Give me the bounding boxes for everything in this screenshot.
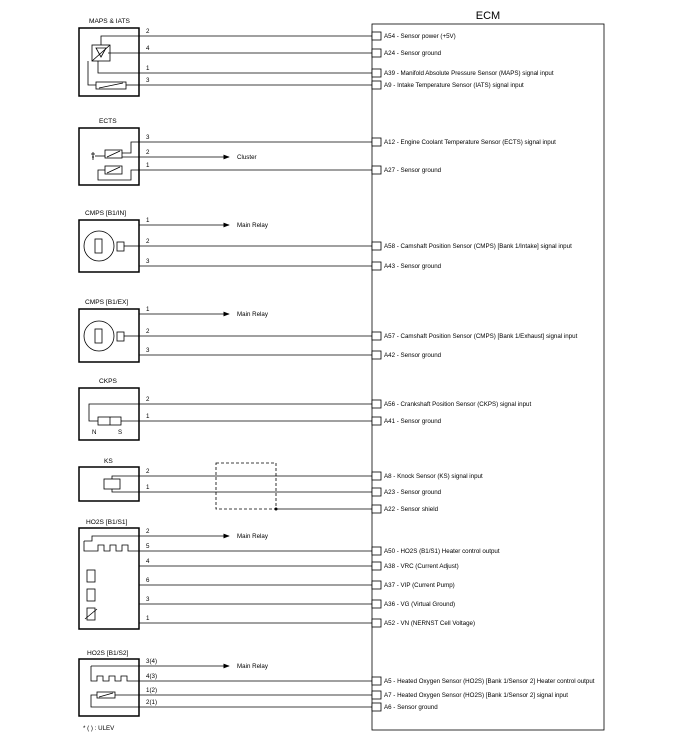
ho2s_s2-ecm-desc-3: - Heated Oxygen Sensor (HO2S) [Bank 1/Sensor 2] signal input bbox=[391, 692, 569, 699]
ects-ecm-pin-label-3 bbox=[384, 167, 442, 174]
maps-ecm-pin-3: A39 bbox=[384, 70, 396, 77]
ks-ecm-pin-label-2 bbox=[384, 489, 442, 496]
cmps_ex-pin-1: 1 bbox=[146, 306, 150, 313]
maps-ecm-pin-box-2 bbox=[372, 49, 381, 57]
ho2s_s1-ecm-pin-3: A38 bbox=[384, 563, 396, 570]
ckps-ecm-pin-box-2 bbox=[372, 417, 381, 425]
maps-ecm-pin-label-4 bbox=[384, 82, 524, 89]
ects-pin-2: 2 bbox=[146, 149, 150, 156]
ho2s-s1-label: HO2S [B1/S1] bbox=[86, 519, 128, 526]
ho2s_s1-pin-6: 1 bbox=[146, 615, 150, 622]
cmps_ex-dest-1: Main Relay bbox=[237, 311, 268, 318]
ects-dest-2: Cluster bbox=[237, 154, 257, 161]
ho2s_s2-ecm-pin-2: A5 bbox=[384, 678, 392, 685]
ks-ecm-pin-1: A8 bbox=[384, 473, 392, 480]
ho2s_s1-ecm-desc-6: - VN (NERNST Cell Voltage) bbox=[395, 620, 476, 627]
ho2s-s2-label: HO2S [B1/S2] bbox=[87, 650, 129, 657]
ho2s_s1-ecm-pin-4: A37 bbox=[384, 582, 396, 589]
ho2s_s2-ecm-pin-box-2 bbox=[372, 677, 381, 685]
ho2s_s2-dest-1: Main Relay bbox=[237, 663, 268, 670]
ckps-ecm-pin-box-1 bbox=[372, 400, 381, 408]
ho2s_s1-ecm-pin-6: A52 bbox=[384, 620, 396, 627]
ks-shield-box bbox=[216, 463, 276, 509]
cmps_in-ecm-pin-box-2 bbox=[372, 242, 381, 250]
ho2s_s2-ecm-pin-box-4 bbox=[372, 703, 381, 711]
ckps-pole-s: S bbox=[118, 429, 123, 436]
maps-ecm-pin-label-1 bbox=[384, 33, 456, 40]
ho2s_s2-ecm-pin-label-4 bbox=[384, 704, 438, 711]
ects-ground-icon bbox=[91, 152, 95, 160]
ho2s_s2-pin-1: 3(4) bbox=[146, 658, 158, 665]
ckps-ecm-pin-2: A41 bbox=[384, 418, 396, 425]
cmps_in-ecm-pin-label-2 bbox=[384, 243, 572, 250]
cmps_ex-ecm-pin-label-2 bbox=[384, 333, 578, 340]
ks-box bbox=[79, 467, 139, 501]
ho2s-s1-cell-2 bbox=[87, 589, 95, 601]
ho2s_s2-ecm-pin-box-3 bbox=[372, 691, 381, 699]
cmps_ex-ecm-pin-box-3 bbox=[372, 351, 381, 359]
cmps_ex-pin-3: 3 bbox=[146, 347, 150, 354]
ho2s_s1-ecm-desc-3: - VRC (Current Adjust) bbox=[395, 563, 459, 570]
ckps-ecm-desc-2: - Sensor ground bbox=[395, 418, 442, 425]
ho2s-s2-heater-icon bbox=[91, 666, 139, 681]
ho2s_s1-ecm-pin-5: A36 bbox=[384, 601, 396, 608]
ckps-pole-n: N bbox=[92, 429, 97, 436]
ho2s_s1-ecm-desc-5: - VG (Virtual Ground) bbox=[395, 601, 456, 608]
maps-ecm-pin-label-3 bbox=[384, 70, 554, 77]
maps-pin-4: 3 bbox=[146, 77, 150, 84]
ho2s_s2-pin-2: 4(3) bbox=[146, 673, 158, 680]
maps-iats-sensor bbox=[79, 18, 139, 96]
ks-ecm-desc-3: - Sensor shield bbox=[395, 506, 439, 513]
cmps_ex-ecm-pin-3: A42 bbox=[384, 352, 396, 359]
ho2s_s1-dest-1: Main Relay bbox=[237, 533, 268, 540]
ks-ecm-pin-label-3 bbox=[384, 506, 439, 513]
ects-sensor bbox=[79, 118, 139, 185]
ckps-box bbox=[79, 388, 139, 440]
cmps_ex-ecm-desc-2: - Camshaft Position Sensor (CMPS) [Bank 1/Exhaust] signal input bbox=[395, 333, 578, 340]
cmps_ex-ecm-pin-box-2 bbox=[372, 332, 381, 340]
ckps-pin-2: 1 bbox=[146, 413, 150, 420]
ho2s_s1-pin-5: 3 bbox=[146, 596, 150, 603]
ks-ecm-desc-2: - Sensor ground bbox=[395, 489, 442, 496]
maps-ecm-desc-4: - Intake Temperature Sensor (IATS) signal input bbox=[391, 82, 524, 89]
ks-sensor bbox=[79, 458, 278, 511]
maps-ecm-pin-label-2 bbox=[384, 50, 442, 57]
cmps_in-pin-1: 1 bbox=[146, 217, 150, 224]
maps-label: MAPS & IATS bbox=[89, 18, 130, 25]
ho2s-s1-cell-1 bbox=[87, 570, 95, 582]
maps-ecm-pin-1: A54 bbox=[384, 33, 396, 40]
ckps-ecm-pin-1: A56 bbox=[384, 401, 396, 408]
ckps-ecm-desc-1: - Crankshaft Position Sensor (CKPS) signal input bbox=[395, 401, 532, 408]
maps-ecm-desc-2: - Sensor ground bbox=[395, 50, 442, 57]
ho2s_s2-ecm-pin-3: A7 bbox=[384, 692, 392, 699]
cmps_in-dest-1: Main Relay bbox=[237, 222, 268, 229]
maps-ecm-desc-1: - Sensor power (+5V) bbox=[395, 33, 456, 40]
maps-ecm-pin-box-3 bbox=[372, 69, 381, 77]
cmps_in-pin-2: 2 bbox=[146, 238, 150, 245]
maps-ecm-pin-2: A24 bbox=[384, 50, 396, 57]
ho2s_s1-ecm-pin-box-3 bbox=[372, 562, 381, 570]
ho2s_s1-pin-4: 6 bbox=[146, 577, 150, 584]
ckps-magnet-icon bbox=[98, 417, 121, 425]
ks-piezo-icon bbox=[104, 479, 120, 489]
ho2s_s2-pin-3: 1(2) bbox=[146, 687, 158, 694]
ks-label: KS bbox=[104, 458, 113, 465]
cmps_ex-pin-2: 2 bbox=[146, 328, 150, 335]
ects-ecm-pin-1: A12 bbox=[384, 139, 396, 146]
ects-label: ECTS bbox=[99, 118, 117, 125]
ulev-footnote: * ( ) : ULEV bbox=[83, 725, 115, 732]
ho2s_s1-pin-3: 4 bbox=[146, 558, 150, 565]
ho2s_s1-pin-1: 2 bbox=[146, 528, 150, 535]
ckps-sensor bbox=[79, 378, 139, 440]
ho2s-s1-box bbox=[79, 528, 139, 629]
ho2s_s2-ecm-pin-label-3 bbox=[384, 692, 568, 699]
ks-pin-2: 1 bbox=[146, 484, 150, 491]
cmps-in-label: CMPS [B1/IN] bbox=[85, 210, 127, 217]
ho2s_s2-pin-4: 2(1) bbox=[146, 699, 158, 706]
ckps-ecm-pin-label-1 bbox=[384, 401, 531, 408]
ho2s_s1-ecm-pin-box-6 bbox=[372, 619, 381, 627]
cmps_in-ecm-pin-box-3 bbox=[372, 262, 381, 270]
ks-ecm-pin-box-2 bbox=[372, 488, 381, 496]
ho2s_s1-ecm-pin-label-3 bbox=[384, 563, 459, 570]
cmps_in-ecm-pin-2: A58 bbox=[384, 243, 396, 250]
ckps-ecm-pin-label-2 bbox=[384, 418, 442, 425]
ks-ecm-pin-box-3 bbox=[372, 505, 381, 513]
ks-ecm-pin-label-1 bbox=[384, 473, 483, 480]
ks-ecm-desc-1: - Knock Sensor (KS) signal input bbox=[391, 473, 483, 480]
wires-layer bbox=[139, 28, 595, 711]
cmps_in-ecm-pin-3: A43 bbox=[384, 263, 396, 270]
ks-ecm-pin-box-1 bbox=[372, 472, 381, 480]
cmps_ex-ecm-pin-label-3 bbox=[384, 352, 442, 359]
maps-pin-2: 4 bbox=[146, 45, 150, 52]
cmps-ex-hall-icon bbox=[84, 321, 114, 351]
ho2s_s2-ecm-pin-label-2 bbox=[384, 678, 595, 685]
ho2s-s2-sensor bbox=[79, 650, 139, 716]
ects-ecm-pin-box-1 bbox=[372, 138, 381, 146]
cmps_in-ecm-pin-label-3 bbox=[384, 263, 442, 270]
cmps-in-hall-icon bbox=[84, 231, 114, 261]
ho2s_s1-ecm-desc-2: - HO2S (B1/S1) Heater control output bbox=[395, 548, 500, 555]
ects-ecm-pin-3: A27 bbox=[384, 167, 396, 174]
ks-pin-1: 2 bbox=[146, 468, 150, 475]
maps-pin-1: 2 bbox=[146, 28, 150, 35]
cmps-ex-label: CMPS [B1/EX] bbox=[85, 299, 129, 306]
cmps-intake-sensor bbox=[79, 210, 139, 272]
ects-ecm-pin-box-3 bbox=[372, 166, 381, 174]
ho2s_s1-pin-2: 5 bbox=[146, 543, 150, 550]
ho2s_s2-ecm-desc-2: - Heated Oxygen Sensor (HO2S) [Bank 1/Sensor 2] Heater control output bbox=[391, 678, 595, 685]
ho2s_s1-ecm-pin-label-6 bbox=[384, 620, 475, 627]
ho2s_s1-ecm-pin-label-2 bbox=[384, 548, 500, 555]
ks-ecm-pin-3: A22 bbox=[384, 506, 396, 513]
cmps_in-ecm-desc-3: - Sensor ground bbox=[395, 263, 442, 270]
maps-pin-3: 1 bbox=[146, 65, 150, 72]
ho2s_s1-ecm-desc-4: - VIP (Current Pump) bbox=[395, 582, 455, 589]
ects-ecm-desc-1: - Engine Coolant Temperature Sensor (ECTS) signal input bbox=[395, 139, 556, 146]
maps-ecm-pin-box-1 bbox=[372, 32, 381, 40]
ho2s_s2-ecm-desc-4: - Sensor ground bbox=[391, 704, 438, 711]
cmps-ex-box bbox=[79, 309, 139, 362]
ects-pin-1: 3 bbox=[146, 134, 150, 141]
maps-ecm-desc-3: - Manifold Absolute Pressure Sensor (MAPS) signal input bbox=[395, 70, 554, 77]
ho2s_s1-ecm-pin-box-4 bbox=[372, 581, 381, 589]
ks-ecm-pin-2: A23 bbox=[384, 489, 396, 496]
ho2s_s1-ecm-pin-box-5 bbox=[372, 600, 381, 608]
cmps_ex-ecm-desc-3: - Sensor ground bbox=[395, 352, 442, 359]
ho2s-s2-box bbox=[79, 659, 139, 716]
ho2s-s1-heater-icon bbox=[84, 541, 139, 551]
cmps_in-ecm-desc-2: - Camshaft Position Sensor (CMPS) [Bank 1/Intake] signal input bbox=[395, 243, 572, 250]
ckps-label: CKPS bbox=[99, 378, 117, 385]
cmps_ex-ecm-pin-2: A57 bbox=[384, 333, 396, 340]
ects-ecm-desc-3: - Sensor ground bbox=[395, 167, 442, 174]
ects-ecm-pin-label-1 bbox=[384, 139, 556, 146]
ho2s-s1-sensor bbox=[79, 519, 139, 629]
ho2s_s1-ecm-pin-label-4 bbox=[384, 582, 455, 589]
ho2s_s1-ecm-pin-label-5 bbox=[384, 601, 455, 608]
maps-ecm-pin-4: A9 bbox=[384, 82, 392, 89]
ecm-title: ECM bbox=[475, 10, 501, 22]
cmps_in-pin-3: 3 bbox=[146, 258, 150, 265]
ects-pin-3: 1 bbox=[146, 162, 150, 169]
ho2s_s1-ecm-pin-2: A50 bbox=[384, 548, 396, 555]
ckps-pin-1: 2 bbox=[146, 396, 150, 403]
ho2s_s2-ecm-pin-4: A6 bbox=[384, 704, 392, 711]
maps-ecm-pin-box-4 bbox=[372, 81, 381, 89]
cmps-exhaust-sensor bbox=[79, 299, 139, 362]
ho2s_s1-ecm-pin-box-2 bbox=[372, 547, 381, 555]
